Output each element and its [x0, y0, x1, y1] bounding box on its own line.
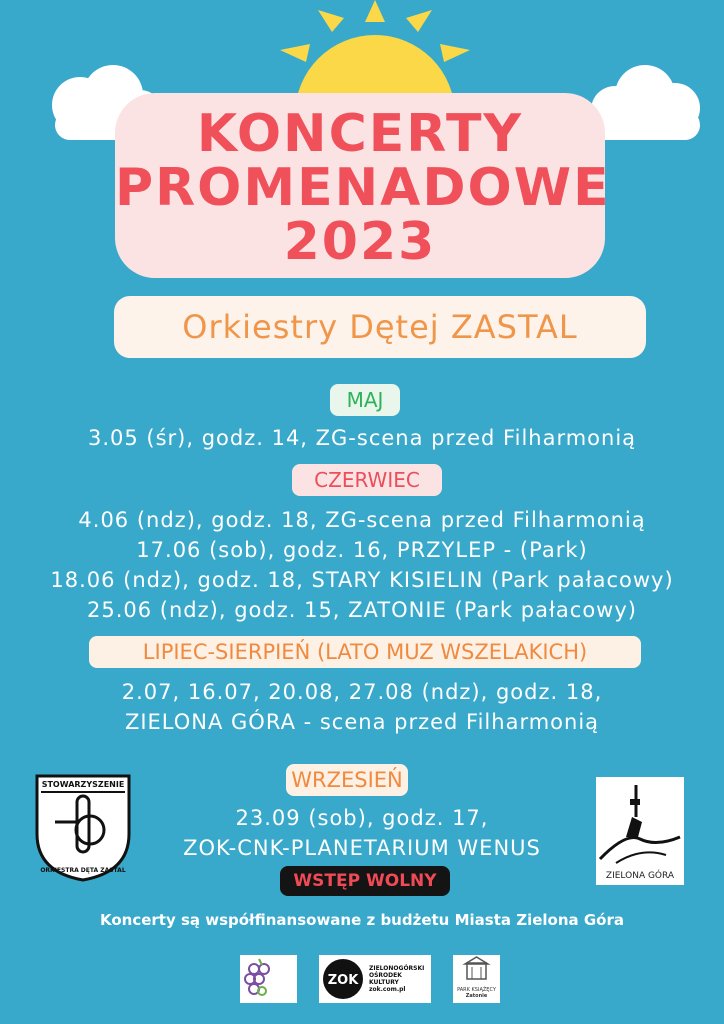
event-line: 18.06 (ndz), godz. 18, STARY KISIELIN (Park pałacowy) — [50, 568, 674, 592]
event-line: 2.07, 16.07, 20.08, 27.08 (ndz), godz. 18, — [121, 680, 603, 704]
sponsor-logo-grapes — [240, 955, 297, 1003]
event-line: 3.05 (śr), godz. 14, ZG-scena przed Filharmonią — [87, 426, 637, 450]
event-line: 4.06 (ndz), godz. 18, ZG-scena przed Filharmonią — [78, 508, 646, 532]
zielona-gora-logo — [596, 777, 684, 885]
section-label-czerwiec: CZERWIEC — [292, 464, 442, 496]
stowarzyszenie-bottom-text: ORKIESTRA DĘTA ZASTAL — [40, 867, 126, 874]
park-icon — [453, 955, 500, 985]
event-line: 17.06 (sob), godz. 16, PRZYLEP - (Park) — [136, 538, 588, 562]
svg-text:ZOK: ZOK — [327, 973, 359, 988]
section-label-wrzesien: WRZESIEŃ — [286, 764, 408, 796]
zok-text: ZIELONOGÓRSKI OŚRODEK KULTURY zok.com.pl — [369, 965, 425, 993]
event-line: 23.09 (sob), godz. 17, — [235, 806, 489, 830]
zatonie-text: PARK KSIĄŻĘCY Zatonie — [457, 987, 496, 999]
grapes-icon — [240, 955, 297, 1003]
section-label-lipiec-sierpien: LIPIEC-SIERPIEŃ (LATO MUZ WSZELAKICH) — [89, 636, 641, 668]
funding-note: Koncerty są współfinansowane z budżetu Miasta Zielona Góra — [99, 911, 625, 929]
free-entry-badge: WSTĘP WOLNY — [280, 866, 450, 896]
sponsor-logo-zatonie — [453, 955, 500, 1003]
subtitle: Orkiestry Dętej ZASTAL — [114, 296, 646, 358]
title-line-1: KONCERTY — [196, 104, 524, 164]
event-line: ZOK-CNK-PLANETARIUM WENUS — [183, 836, 541, 860]
event-line: 25.06 (ndz), godz. 15, ZATONIE (Park pałacowy) — [87, 598, 637, 622]
title-box — [115, 93, 611, 278]
stowarzyszenie-top-text: STOWARZYSZENIE — [41, 780, 125, 789]
zok-icon — [319, 955, 367, 1003]
event-line: ZIELONA GÓRA - scena przed Filharmonią — [124, 710, 600, 734]
sponsor-logo-zok — [319, 955, 431, 1003]
stowarzyszenie-logo — [33, 772, 133, 882]
zielona-gora-text: ZIELONA GÓRA — [605, 871, 675, 881]
title-line-2: PROMENADOWE — [115, 158, 611, 218]
section-label-maj: MAJ — [330, 384, 400, 416]
zielona-gora-emblem-icon — [596, 777, 684, 867]
title-line-3: 2023 — [283, 212, 437, 272]
